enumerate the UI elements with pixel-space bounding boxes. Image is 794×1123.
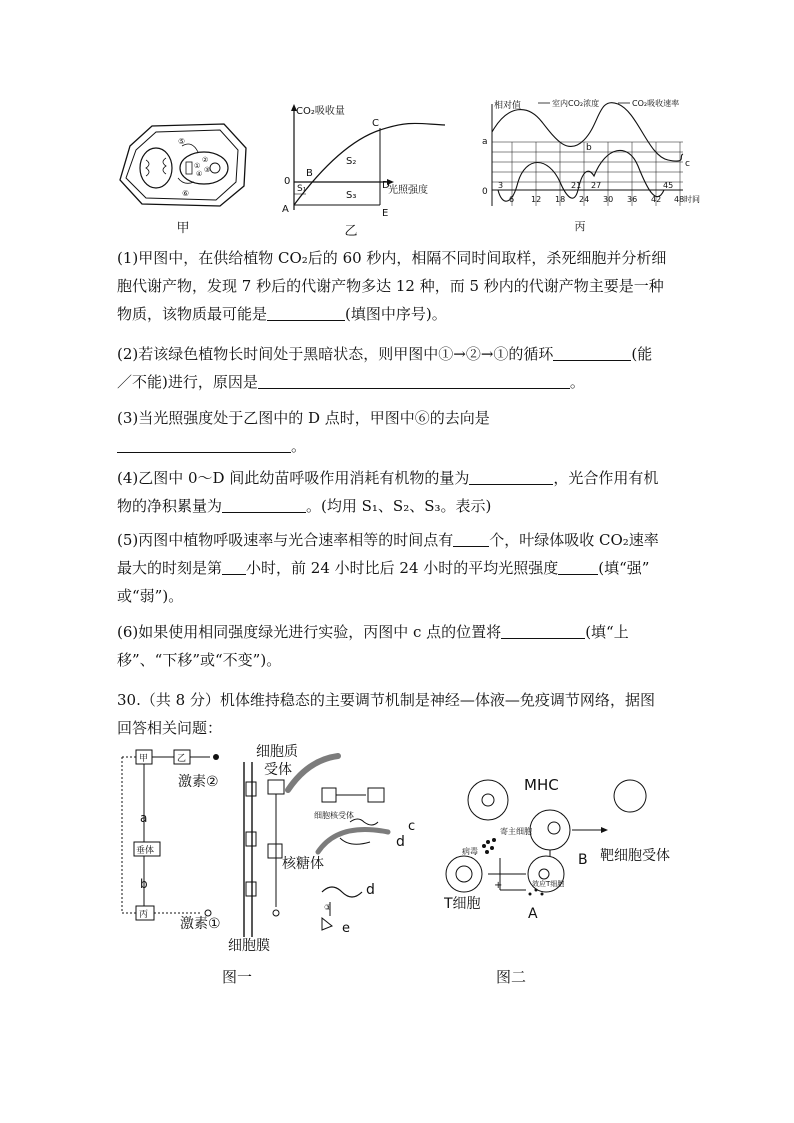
question-4 [117, 464, 697, 520]
q4-answer-blank-2[interactable] [222, 494, 306, 513]
q5-answer-blank-2[interactable] [222, 556, 246, 575]
yi-point-B: B [306, 168, 313, 179]
fig1-caption: 图一 [222, 968, 253, 986]
fig1-c: c [408, 819, 416, 834]
jia-label-6: ⑥ [182, 189, 190, 198]
fig1-d2: d [366, 882, 375, 898]
fig2-B: B [578, 852, 588, 868]
fig1-e: e [342, 921, 350, 936]
q6-line-2: 移”、“下移”或“不变”)。 [117, 651, 282, 669]
question-3 [117, 404, 697, 460]
bing-caption: 丙 [574, 220, 586, 233]
bing-tick-30: 30 [603, 195, 614, 204]
jia-label-5: ⑤ [178, 137, 186, 146]
fig1-ribosome: 核糖体 [282, 856, 324, 872]
question-1 [117, 244, 697, 328]
fig1-d1: d [396, 834, 405, 850]
q6-answer-blank[interactable] [501, 620, 585, 639]
fig1-cytoplasm-receptor-2: 受体 [264, 762, 292, 778]
q3-line-2: 。 [117, 432, 697, 460]
yi-zero: 0 [284, 176, 291, 187]
bing-tick-24: 24 [579, 195, 590, 204]
yi-area-S3: S₃ [346, 190, 357, 201]
bing-point-c: c [685, 159, 690, 169]
q1-line-3: 物质，该物质最可能是 (填图中序号)。 [117, 300, 697, 328]
figure-yi [270, 100, 470, 220]
fig1-jia: 甲 [139, 754, 149, 764]
fig2-target: 靶细胞受体 [600, 848, 670, 864]
bing-tick-42: 42 [651, 195, 662, 204]
fig2-effector: 效应T细胞 [532, 880, 565, 888]
bing-xunit: 时间 [684, 195, 700, 204]
question-6 [117, 618, 697, 674]
fig2-virus: 病毒 [462, 847, 478, 856]
fig2-MHC: MHC [524, 776, 559, 794]
yi-point-C: C [372, 118, 379, 129]
q5-answer-blank-3[interactable] [558, 556, 598, 575]
jia-label-1: ① [194, 162, 201, 170]
q1-answer-blank[interactable] [267, 302, 345, 321]
q2-line-2: ／不能)进行，原因是 。 [117, 368, 697, 396]
q4-answer-blank-1[interactable] [469, 466, 553, 485]
figure-bing [478, 96, 708, 218]
q1-line-1: (1)甲图中，在供给植物 CO₂后的 60 秒内，相隔不同时间取样，杀死细胞并分析细 [117, 249, 667, 267]
q2-answer-blank-1[interactable] [553, 342, 631, 361]
jia-caption: 甲 [176, 221, 190, 236]
q2-answer-blank-2[interactable] [258, 370, 570, 389]
bing-tick-3: 3 [498, 181, 504, 190]
fig1-b: b [140, 877, 148, 891]
bing-tick-6: 6 [509, 195, 515, 204]
question-2 [117, 340, 697, 396]
bing-legend-2: CO₂吸收速率 [632, 99, 680, 108]
question-30 [117, 686, 697, 742]
fig2-caption: 图二 [496, 968, 527, 986]
figure-jia [112, 118, 252, 213]
q5-line-2: 最大的时刻是第 小时，前 24 小时比后 24 小时的平均光照强度 (填“强” [117, 554, 697, 582]
q5-answer-blank-1[interactable] [453, 528, 489, 547]
yi-ylabel: CO₂吸收量 [296, 106, 345, 117]
bing-point-a: a [482, 137, 488, 147]
yi-area-S2: S₂ [346, 156, 357, 167]
fig2-plus: + [494, 880, 503, 891]
jia-label-4: ④ [196, 170, 203, 178]
fig1-a: a [140, 811, 148, 825]
bing-tick-18: 18 [555, 195, 566, 204]
bing-point-b: b [586, 143, 592, 153]
bing-tick-48: 48 [674, 195, 685, 204]
q3-line-1: (3)当光照强度处于乙图中的 D 点时，甲图中⑥的去向是 [117, 409, 490, 427]
q2-line-1: (2)若该绿色植物长时间处于黑暗状态，则甲图中①→②→①的循环 (能 [117, 340, 697, 368]
figure-2 [444, 770, 706, 920]
fig1-three: ③ [324, 903, 332, 912]
jia-label-2: ② [202, 156, 209, 164]
fig1-nuclear-receptor: 细胞核受体 [314, 811, 354, 820]
bing-legend-1: 室内CO₂浓度 [552, 99, 600, 108]
fig2-host-cell: 寄主细胞 [500, 827, 532, 836]
q30-line-2: 回答相关问题： [117, 719, 223, 737]
fig2-tcell: T细胞 [444, 896, 481, 912]
q5-line-3: 或“弱”)。 [117, 587, 184, 605]
figure-1 [118, 742, 438, 957]
fig2-A: A [528, 906, 538, 920]
yi-point-D: D [382, 180, 390, 191]
fig1-membrane: 细胞膜 [228, 938, 270, 954]
fig1-hormone-1: 激素① [180, 916, 221, 932]
bing-tick-21: 21 [571, 181, 582, 190]
q5-line-1: (5)丙图中植物呼吸速率与光合速率相等的时间点有 个，叶绿体吸收 CO₂速率 [117, 526, 697, 554]
q30-line-1: 30.（共 8 分）机体维持稳态的主要调节机制是神经—体液—免疫调节网络，据图 [117, 691, 655, 709]
question-5 [117, 526, 697, 610]
bing-tick-45: 45 [663, 181, 674, 190]
q6-line-1: (6)如果使用相同强度绿光进行实验，丙图中 c 点的位置将 (填“上 [117, 618, 697, 646]
jia-label-3: ③ [204, 166, 211, 174]
yi-xlabel: 光照强度 [388, 185, 428, 196]
bing-tick-12: 12 [531, 195, 542, 204]
yi-point-A: A [282, 204, 289, 215]
yi-area-S1: S₁ [297, 184, 307, 194]
fig1-yi: 乙 [177, 754, 187, 764]
yi-point-E: E [382, 208, 389, 219]
fig1-cytoplasm-receptor-1: 细胞质 [256, 744, 298, 760]
fig1-hormone-2: 激素② [178, 774, 219, 790]
q3-answer-blank[interactable] [117, 434, 291, 453]
fig1-bing: 丙 [139, 910, 149, 920]
bing-ylabel: 相对值 [494, 101, 522, 111]
bing-tick-36: 36 [627, 195, 638, 204]
q1-line-2: 胞代谢产物，发现 7 秒后的代谢产物多达 12 种，而 5 秒内的代谢产物主要是一种 [117, 277, 664, 295]
q4-line-2: 物的净积累量为 。(均用 S₁、S₂、S₃。表示) [117, 492, 697, 520]
bing-zero: 0 [482, 187, 488, 197]
q4-line-1: (4)乙图中 0～D 间此幼苗呼吸作用消耗有机物的量为 ，光合作用有机 [117, 464, 697, 492]
bing-tick-27: 27 [591, 181, 602, 190]
fig1-chuiti: 垂体 [136, 846, 155, 856]
yi-caption: 乙 [344, 224, 358, 239]
